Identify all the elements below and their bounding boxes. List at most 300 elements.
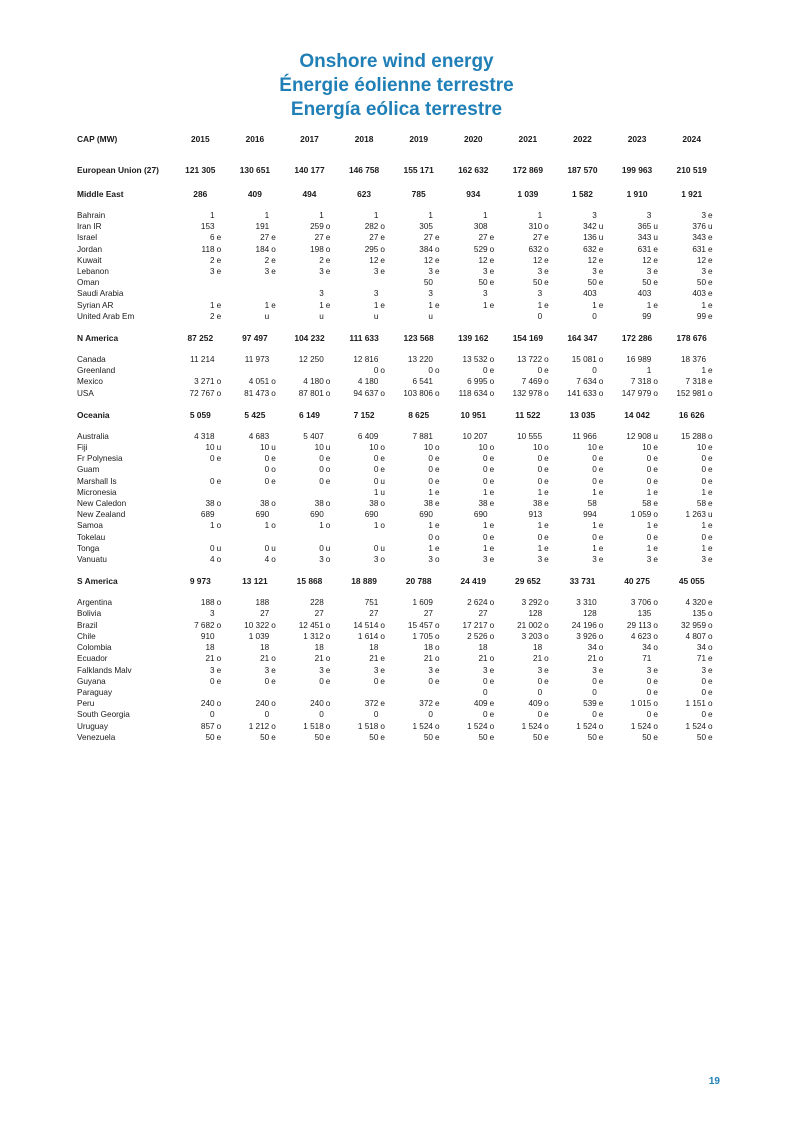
value-flag: o: [325, 388, 331, 398]
value-flag: e: [598, 665, 604, 675]
value-cell: [391, 376, 446, 387]
value-cell: [664, 442, 719, 453]
country-row: [77, 255, 719, 266]
value-flag: o: [216, 699, 222, 709]
value-cell: [555, 631, 610, 642]
value-flag: e: [489, 710, 495, 720]
value-flag: o: [598, 721, 604, 731]
value: 1: [319, 300, 324, 310]
value-cell: [391, 442, 446, 453]
value: 1: [483, 300, 488, 310]
value: 343: [692, 233, 706, 243]
value: 10: [369, 443, 379, 453]
value-flag: o: [708, 388, 713, 398]
value: 0: [646, 532, 652, 542]
value: 7 318: [685, 377, 706, 387]
value-flag: e: [489, 487, 495, 497]
value-cell: [501, 520, 556, 531]
value-cell: [228, 476, 283, 487]
value: 3: [319, 555, 324, 565]
value-cell: [173, 520, 228, 531]
value: 18 376: [680, 355, 706, 365]
value-flag: o: [380, 222, 385, 232]
value: 3 203: [521, 631, 543, 641]
value: 376: [692, 222, 706, 232]
country-row: [77, 532, 719, 543]
value: 0: [701, 532, 706, 542]
value-cell: [664, 543, 719, 554]
value: 198: [310, 244, 324, 254]
region-total-value: 286: [193, 189, 208, 199]
value: 240: [200, 699, 215, 709]
country-name: Kuwait: [77, 255, 102, 265]
country-name: Iran IR: [77, 222, 102, 232]
value: 0: [373, 454, 379, 464]
value-cell: [391, 244, 446, 255]
value-cell: [446, 442, 501, 453]
value: 7 881: [412, 431, 433, 441]
value: 10 322: [244, 620, 270, 630]
header-year: 2022: [573, 134, 592, 144]
value-cell: [337, 453, 392, 464]
region-total-value: 139 162: [458, 333, 489, 344]
value-flag: e: [653, 543, 658, 553]
value-cell: [173, 687, 228, 698]
value-flag: o: [216, 377, 222, 387]
value: 1: [646, 521, 652, 531]
value-flag: o: [434, 443, 440, 453]
value: 0: [537, 710, 543, 720]
value: 2: [210, 255, 215, 265]
spacer-row: [77, 565, 719, 573]
value-cell: [610, 631, 665, 642]
value-cell: [610, 244, 665, 255]
value: 3: [646, 555, 652, 565]
value-flag: e: [708, 487, 713, 497]
value-cell: [501, 676, 556, 687]
value: 1 524: [685, 721, 706, 731]
region-total-value: 16 626: [678, 409, 705, 420]
value-cell: [610, 653, 665, 664]
value-flag: e: [489, 278, 495, 288]
value: 1 524: [576, 721, 597, 731]
value-cell: [228, 543, 283, 554]
value: 1 039: [248, 631, 270, 641]
region-total-value: 8 625: [408, 409, 430, 420]
header-year: 2023: [627, 134, 647, 144]
value: 1: [592, 300, 597, 310]
value: 539: [583, 699, 597, 709]
value-flag: e: [434, 255, 440, 265]
value-flag: o: [708, 620, 713, 630]
value: 27: [423, 233, 433, 243]
value-cell: [228, 721, 283, 732]
value-cell: [337, 376, 392, 387]
value: 0: [592, 532, 597, 542]
value: 10: [642, 443, 652, 453]
value: 3: [537, 665, 543, 675]
value-cell: [391, 653, 446, 664]
value-cell: [391, 520, 446, 531]
value-cell: [391, 210, 446, 221]
value: 1: [264, 211, 270, 220]
country-name: Ecuador: [77, 654, 108, 664]
value: 0: [646, 676, 652, 686]
value-flag: e: [489, 233, 495, 243]
value-cell: [446, 266, 501, 277]
value-cell: [501, 653, 556, 664]
value-cell: [501, 608, 556, 619]
header-year: 2024: [682, 134, 701, 144]
value: 1: [646, 487, 652, 497]
value: 3: [373, 289, 379, 299]
value-cell: [610, 608, 665, 619]
value-cell: [228, 388, 283, 399]
page-titles: [0, 50, 793, 122]
region-total-value: 146 758: [348, 165, 380, 175]
value-cell: [610, 543, 665, 554]
value-flag: e: [434, 267, 440, 277]
value: 0: [428, 476, 433, 486]
value-cell: [501, 431, 556, 442]
value-flag: u: [598, 222, 604, 232]
value: 240: [310, 699, 324, 709]
value: 6 995: [467, 377, 488, 387]
country-name: Brazil: [77, 620, 98, 630]
value-flag: o: [708, 431, 713, 441]
value-flag: e: [708, 598, 713, 608]
value: 409: [528, 699, 543, 709]
value-cell: [391, 665, 446, 676]
value-flag: o: [598, 643, 604, 653]
value-flag: e: [380, 654, 385, 664]
region-total-value: 1 921: [681, 189, 703, 199]
value-cell: [555, 277, 610, 288]
value: 50: [587, 278, 597, 288]
value-cell: [173, 620, 228, 631]
value-cell: [501, 311, 556, 322]
value-cell: [337, 354, 392, 365]
value-cell: [282, 709, 337, 720]
value: 3: [483, 267, 488, 277]
value: 71: [642, 654, 652, 664]
value-flag: e: [544, 487, 549, 497]
value-cell: [501, 288, 556, 299]
country-name: Syrian AR: [77, 300, 114, 310]
value-cell: [501, 709, 556, 720]
value-flag: o: [653, 510, 658, 520]
value: 184: [255, 244, 270, 254]
value-cell: [555, 665, 610, 676]
value: 308: [473, 222, 488, 232]
country-name: Colombia: [77, 643, 112, 653]
value: 128: [528, 609, 543, 619]
value-flag: o: [434, 388, 440, 398]
value-cell: [446, 532, 501, 543]
value-cell: [337, 665, 392, 676]
value-flag: o: [598, 355, 604, 365]
value-cell: [555, 365, 610, 376]
value-flag: u: [708, 222, 713, 232]
region-total-value: 121 305: [185, 165, 216, 175]
value-flag: u: [271, 543, 276, 553]
value: 0: [373, 710, 379, 720]
value-cell: [173, 721, 228, 732]
value-flag: e: [489, 476, 495, 486]
value-cell: [282, 376, 337, 387]
value-flag: e: [598, 710, 604, 720]
header-year: 2021: [518, 134, 538, 144]
country-name: Israel: [77, 233, 98, 243]
value-cell: [337, 687, 392, 698]
value-cell: [282, 476, 337, 487]
page-number: 19: [708, 1076, 720, 1087]
country-name: Bolivia: [77, 609, 102, 619]
value-cell: [446, 255, 501, 266]
value: 0: [264, 676, 270, 686]
region-total-value: 87 252: [187, 333, 214, 344]
country-name: Lebanon: [77, 267, 109, 277]
value-flag: e: [653, 454, 658, 464]
value: 135: [692, 609, 706, 619]
value-cell: [664, 365, 719, 376]
value-flag: e: [708, 543, 713, 553]
value: 403: [583, 289, 597, 299]
value: 27: [369, 609, 379, 619]
value-flag: e: [325, 267, 331, 277]
value-flag: e: [708, 654, 713, 664]
value-flag: e: [325, 676, 331, 686]
value-cell: [555, 532, 610, 543]
value-cell: [173, 354, 228, 365]
value-cell: [228, 431, 283, 442]
value: 50: [478, 278, 488, 288]
value: 228: [310, 598, 324, 608]
value-cell: [173, 388, 228, 399]
value: 38: [423, 499, 433, 509]
value-cell: [610, 376, 665, 387]
country-row: [77, 431, 719, 442]
region-total-value: 24 419: [460, 576, 487, 587]
value-cell: [282, 232, 337, 243]
value: 1 524: [467, 721, 488, 731]
value-cell: [391, 642, 446, 653]
country-row: [77, 543, 719, 554]
value-cell: [446, 698, 501, 709]
value-flag: o: [380, 244, 385, 254]
value-cell: [282, 487, 337, 498]
spacer-row: [77, 589, 719, 597]
country-name: United Arab Em: [77, 311, 135, 321]
value: 1: [537, 521, 543, 531]
value: 0: [483, 454, 488, 464]
value-cell: [501, 277, 556, 288]
value-cell: [337, 620, 392, 631]
value: 632: [583, 244, 597, 254]
region-total-value: 140 177: [294, 165, 325, 175]
value-cell: [446, 311, 501, 322]
value-flag: e: [544, 732, 549, 742]
value: 99: [642, 311, 652, 321]
value-cell: [391, 266, 446, 277]
value: 27: [314, 233, 324, 243]
value: 50: [205, 732, 215, 742]
value-cell: [446, 520, 501, 531]
value-cell: [555, 509, 610, 520]
spacer-cell: [77, 589, 719, 597]
value: 0: [483, 476, 488, 486]
region-total-value: 33 731: [569, 576, 596, 587]
value-flag: e: [653, 687, 658, 697]
value-cell: [446, 376, 501, 387]
value-cell: [228, 221, 283, 232]
value: 0: [373, 366, 379, 376]
value-cell: [282, 642, 337, 653]
value-flag: o: [216, 521, 222, 531]
value-cell: [337, 442, 392, 453]
value-cell: [446, 732, 501, 743]
value-cell: [228, 608, 283, 619]
value-flag: o: [380, 620, 385, 630]
value: 10: [696, 443, 706, 453]
value: 0: [537, 476, 543, 486]
value-cell: [173, 311, 228, 322]
value: 0: [210, 710, 215, 720]
region-total-value: 14 042: [624, 409, 650, 420]
value-flag: e: [434, 732, 440, 742]
value: 1: [373, 211, 379, 220]
value-flag: e: [271, 267, 276, 277]
value: 3 271: [194, 377, 215, 387]
value: 1: [210, 521, 215, 531]
value-cell: [228, 709, 283, 720]
value: 3: [483, 665, 488, 675]
value-cell: [228, 311, 283, 322]
value: 15 457: [407, 620, 433, 630]
value-flag: e: [708, 454, 713, 464]
value: 0: [264, 543, 270, 553]
region-total-value: 111 633: [349, 333, 379, 344]
value-cell: [555, 698, 610, 709]
value-flag: e: [434, 665, 440, 675]
value: 0: [537, 454, 543, 464]
value-cell: [610, 476, 665, 487]
value: 0: [428, 676, 433, 686]
value-cell: [228, 232, 283, 243]
value-cell: [610, 288, 665, 299]
value: 1: [646, 300, 652, 310]
region-total-value: 155 171: [403, 165, 434, 175]
value-cell: [337, 543, 392, 554]
value-flag: e: [489, 555, 495, 565]
value: 87 801: [298, 388, 324, 398]
value-cell: [446, 476, 501, 487]
value-flag: o: [598, 654, 604, 664]
value: 10 555: [517, 431, 543, 441]
value-cell: [610, 509, 665, 520]
value-flag: o: [325, 465, 331, 475]
value: 58: [587, 499, 597, 509]
country-row: [77, 608, 719, 619]
value: 3: [701, 555, 706, 565]
value-flag: o: [489, 631, 495, 641]
value-cell: [337, 631, 392, 642]
value-cell: [173, 543, 228, 554]
value: 1: [210, 211, 215, 220]
value: 0: [537, 532, 543, 542]
value-cell: [664, 608, 719, 619]
value-cell: [337, 365, 392, 376]
value-cell: [610, 498, 665, 509]
value-cell: [664, 653, 719, 664]
value-cell: [337, 709, 392, 720]
value: 1 524: [412, 721, 433, 731]
value-cell: [555, 676, 610, 687]
value: 10: [205, 443, 215, 453]
value-flag: e: [380, 300, 385, 310]
value: 0: [646, 476, 652, 486]
region-total-value: 18 889: [351, 576, 377, 587]
value-cell: [501, 554, 556, 565]
value: 0: [701, 676, 706, 686]
value-flag: u: [380, 543, 385, 553]
value-flag: e: [653, 255, 658, 265]
value: u: [264, 311, 270, 321]
spacer-cell: [77, 148, 719, 162]
value: 1 518: [303, 721, 324, 731]
value: 913: [528, 510, 543, 520]
value: 10: [423, 443, 433, 453]
value-flag: e: [598, 699, 604, 709]
value: 128: [583, 609, 597, 619]
value: 153: [200, 222, 215, 232]
value: 690: [310, 510, 324, 520]
value-flag: e: [708, 665, 713, 675]
value-flag: o: [708, 699, 713, 709]
value: 1 518: [357, 721, 379, 731]
value-cell: [337, 300, 392, 311]
value-cell: [337, 277, 392, 288]
value-flag: e: [216, 255, 222, 265]
value-cell: [228, 676, 283, 687]
value-flag: e: [216, 476, 222, 486]
value-flag: o: [544, 388, 549, 398]
value: 12 908: [626, 431, 652, 441]
value-flag: e: [708, 233, 713, 243]
value-flag: o: [489, 244, 495, 254]
value: 1 705: [412, 631, 433, 641]
value-flag: e: [434, 499, 440, 509]
value-cell: [282, 665, 337, 676]
value: 27: [478, 609, 488, 619]
value-cell: [446, 631, 501, 642]
value: 12: [423, 255, 433, 265]
region-total-value: 162 632: [458, 165, 489, 175]
value-cell: [391, 608, 446, 619]
region-total-row: [77, 407, 719, 423]
value-cell: [501, 365, 556, 376]
value-cell: [446, 721, 501, 732]
value: 2 526: [467, 631, 488, 641]
value-cell: [610, 532, 665, 543]
country-name: Chile: [77, 631, 96, 641]
country-name: Greenland: [77, 366, 116, 376]
value-cell: [501, 532, 556, 543]
country-name: Micronesia: [77, 487, 117, 497]
value: 136: [583, 233, 597, 243]
value-cell: [391, 620, 446, 631]
value: 11 973: [244, 355, 270, 365]
